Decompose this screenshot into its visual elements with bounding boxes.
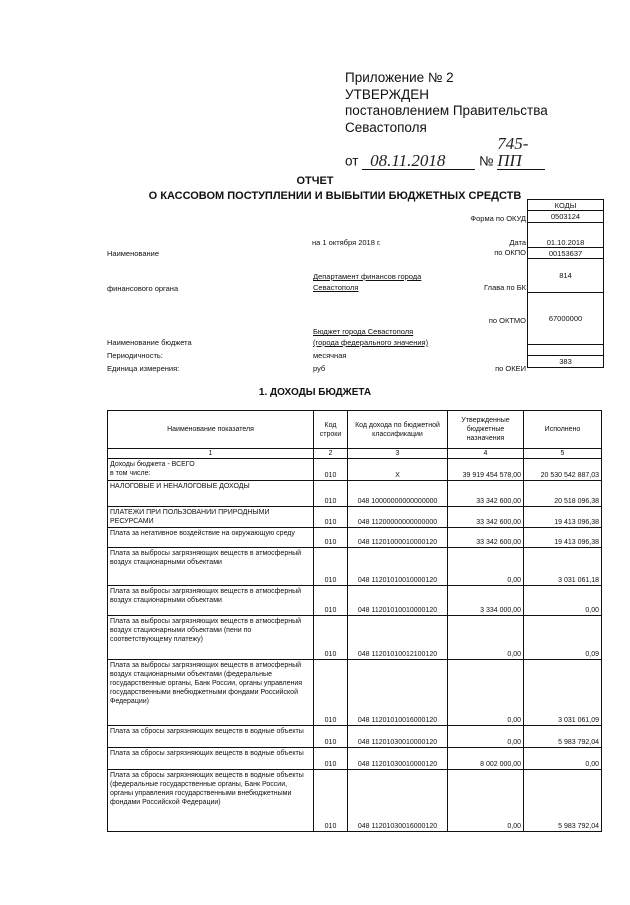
row-class-code: 048 11201010010000120 [348, 548, 448, 586]
approval-appendix: Приложение № 2 [345, 70, 454, 85]
label-budget-name: Наименование бюджета [107, 338, 192, 347]
revenue-table [107, 410, 602, 832]
row-line-code: 010 [314, 586, 348, 616]
fin-org-value-1: Департамент финансов города [313, 272, 422, 281]
row-approved: 0,00 [448, 726, 524, 748]
table-row [108, 586, 602, 616]
row-class-code: 048 11201030016000120 [348, 770, 448, 832]
okei-code: 383 [559, 357, 572, 366]
table-row [108, 528, 602, 548]
row-name: НАЛОГОВЫЕ И НЕНАЛОГОВЫЕ ДОХОДЫ [108, 481, 314, 507]
row-executed: 0,00 [524, 748, 602, 770]
row-executed: 3 031 061,18 [524, 548, 602, 586]
row-name: Плата за выбросы загрязняющих веществ в атмосферный воздух стационарными объектами [108, 548, 314, 586]
row-class-code: 048 11201010012100120 [348, 616, 448, 660]
section-title: 1. ДОХОДЫ БЮДЖЕТА [258, 387, 372, 398]
row-executed: 5 983 792,04 [524, 726, 602, 748]
label-unit: Единица измерения: [107, 364, 180, 373]
row-class-code: 048 11201010016000120 [348, 660, 448, 726]
row-name: Плата за выбросы загрязняющих веществ в атмосферный воздух стационарными объектами (федеральные государственные органы, Банк России, органы управления государственными внебюджетными фондами Российской Федерации) [108, 660, 314, 726]
row-line-code: 010 [314, 507, 348, 528]
oktmo-label: по ОКТМО [488, 316, 526, 325]
col-number: 2 [314, 449, 348, 459]
approval-date-number: от 08.11.2018 № 745-ПП [345, 136, 548, 170]
row-class-code: 048 11201030010000120 [348, 726, 448, 748]
table-row [108, 616, 602, 660]
okud-code: 0503124 [528, 211, 603, 223]
label-fin-org: финансового органа [107, 284, 179, 293]
row-class-code: 048 11201010010000120 [348, 586, 448, 616]
row-name: Плата за сбросы загрязняющих веществ в водные объекты [108, 748, 314, 770]
handwritten-number: 745-ПП [497, 136, 545, 170]
row-line-code: 010 [314, 660, 348, 726]
table-row [108, 726, 602, 748]
approval-decree: постановлением Правительства [345, 103, 548, 118]
empty-code [528, 345, 603, 356]
row-name: Доходы бюджета - ВСЕГО в том числе: [108, 459, 314, 481]
row-line-code: 010 [314, 748, 348, 770]
row-approved: 0,00 [448, 770, 524, 832]
periodicity-value: месячная [313, 351, 347, 360]
budget-value-2: (города федерального значения) [313, 338, 429, 347]
okud-label: Форма по ОКУД [470, 214, 526, 223]
row-executed: 3 031 061,09 [524, 660, 602, 726]
row-class-code: 048 11201000010000120 [348, 528, 448, 548]
table-row [108, 507, 602, 528]
row-line-code: 010 [314, 548, 348, 586]
oktmo-code: 67000000 [528, 293, 603, 345]
row-name: ПЛАТЕЖИ ПРИ ПОЛЬЗОВАНИИ ПРИРОДНЫМИ РЕСУРСАМИ [108, 507, 314, 528]
row-approved: 0,00 [448, 660, 524, 726]
row-line-code: 010 [314, 459, 348, 481]
approval-approved: УТВЕРЖДЕН [345, 86, 430, 102]
approval-city: Севастополя [345, 119, 427, 135]
row-line-code: 010 [314, 770, 348, 832]
row-approved: 33 342 600,00 [448, 528, 524, 548]
report-title: ОТЧЕТ [296, 175, 334, 187]
row-executed: 0,09 [524, 616, 602, 660]
table-header-row [108, 411, 602, 449]
codes-header: КОДЫ [528, 200, 603, 211]
row-line-code: 010 [314, 726, 348, 748]
col-number: 3 [348, 449, 448, 459]
col-header-class-code: Код дохода по бюджетной классификации [348, 411, 448, 449]
handwritten-date: 08.11.2018 [362, 153, 475, 171]
row-class-code: 048 10000000000000000 [348, 481, 448, 507]
row-approved: 0,00 [448, 548, 524, 586]
col-number: 1 [108, 449, 314, 459]
date-label: Дата [509, 238, 526, 247]
okpo-code: 00153637 [528, 248, 603, 259]
report-date: на 1 октября 2018 г. [312, 238, 381, 247]
table-row [108, 660, 602, 726]
glava-code: 814 [528, 259, 603, 293]
col-header-name: Наименование показателя [108, 411, 314, 449]
row-executed: 20 518 096,38 [524, 481, 602, 507]
row-name: Плата за выбросы загрязняющих веществ в атмосферный воздух стационарными объектами (пени по соответствующему платежу) [108, 616, 314, 660]
okei-label: по ОКЕИ [495, 364, 526, 373]
row-name: Плата за выбросы загрязняющих веществ в атмосферный воздух стационарными объектами [108, 586, 314, 616]
row-executed: 0,00 [524, 586, 602, 616]
col-header-approved: Утвержденные бюджетные назначения [448, 411, 524, 449]
table-row [108, 770, 602, 832]
col-number: 5 [524, 449, 602, 459]
approval-block [345, 70, 548, 170]
col-header-line-code: Код строки [314, 411, 348, 449]
row-name: Плата за сбросы загрязняющих веществ в водные объекты (федеральные государственные органы, Банк России, органы управления государственными внебюджетными фондами Российской Федерации) [108, 770, 314, 832]
label-name: Наименование [107, 249, 159, 258]
row-class-code: X [348, 459, 448, 481]
row-executed: 20 530 542 887,03 [524, 459, 602, 481]
table-row [108, 748, 602, 770]
row-line-code: 010 [314, 481, 348, 507]
report-subtitle: О КАССОВОМ ПОСТУПЛЕНИИ И ВЫБЫТИИ БЮДЖЕТНЫХ СРЕДСТВ [148, 190, 522, 202]
row-class-code: 048 11200000000000000 [348, 507, 448, 528]
row-approved: 33 342 600,00 [448, 481, 524, 507]
row-approved: 3 334 000,00 [448, 586, 524, 616]
row-name: Плата за негативное воздействие на окружающую среду [108, 528, 314, 548]
label-periodicity: Периодичность: [107, 351, 163, 360]
row-executed: 19 413 096,38 [524, 507, 602, 528]
fin-org-value-2: Севастополя [313, 283, 359, 292]
col-header-executed: Исполнено [524, 411, 602, 449]
date-code: 01.10.2018 [528, 223, 603, 248]
row-executed: 5 983 792,04 [524, 770, 602, 832]
row-approved: 39 919 454 578,00 [448, 459, 524, 481]
column-number-row [108, 449, 602, 459]
okpo-label: по ОКПО [494, 248, 526, 257]
row-executed: 19 413 096,38 [524, 528, 602, 548]
table-row [108, 481, 602, 507]
table-row [108, 548, 602, 586]
row-line-code: 010 [314, 528, 348, 548]
row-approved: 33 342 600,00 [448, 507, 524, 528]
codes-box [527, 199, 604, 368]
glava-label: Глава по БК [484, 283, 526, 292]
row-approved: 8 002 000,00 [448, 748, 524, 770]
row-name: Плата за сбросы загрязняющих веществ в водные объекты [108, 726, 314, 748]
budget-value-1: Бюджет города Севастополя [313, 327, 414, 336]
row-class-code: 048 11201030010000120 [348, 748, 448, 770]
row-line-code: 010 [314, 616, 348, 660]
col-number: 4 [448, 449, 524, 459]
table-row [108, 459, 602, 481]
unit-value: руб [313, 364, 326, 373]
row-approved: 0,00 [448, 616, 524, 660]
